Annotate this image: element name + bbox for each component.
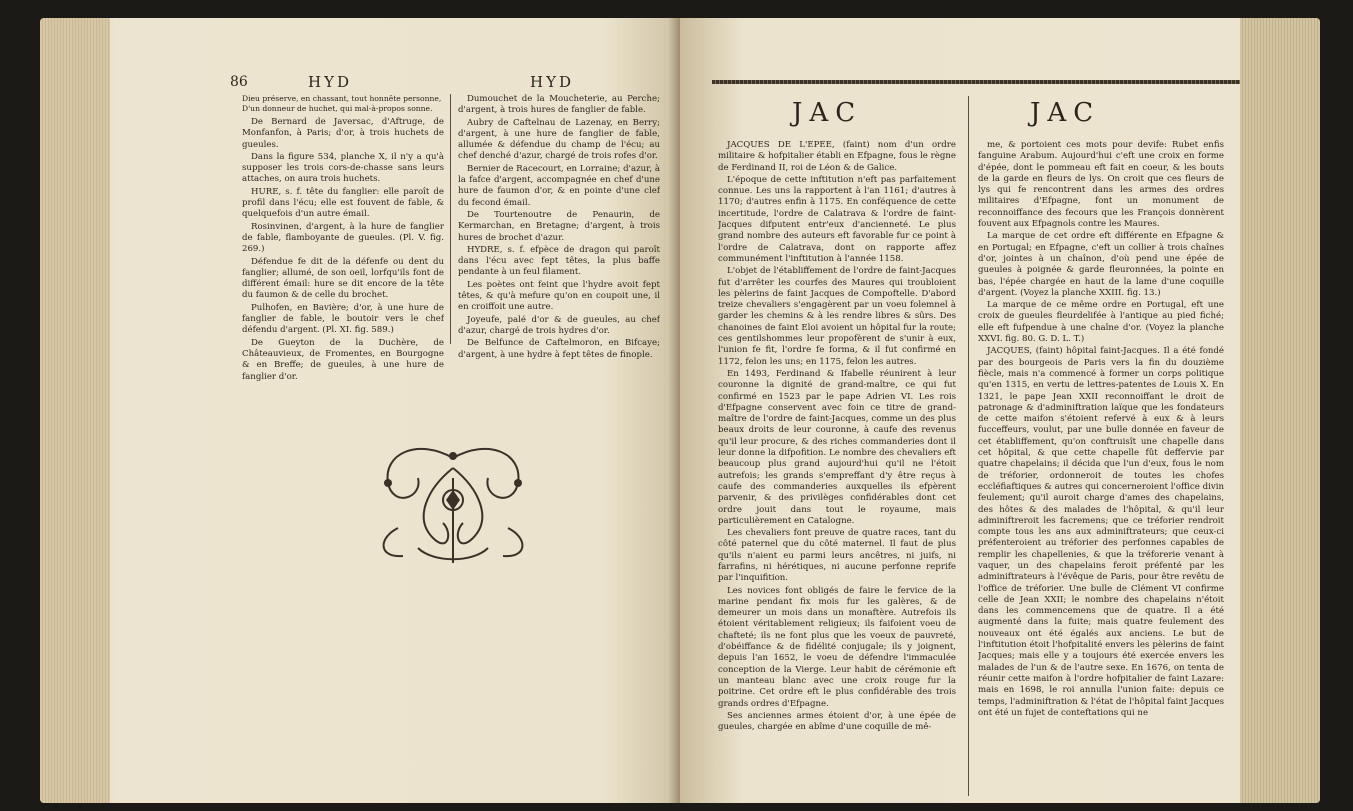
column-divider bbox=[968, 96, 969, 796]
section-title-left: JAC bbox=[792, 98, 863, 128]
page-number: 86 bbox=[230, 74, 248, 90]
paragraph: Dumouchet de la Moucheterie, au Perche; d'argent, à trois hures de fanglier de fable. bbox=[458, 94, 660, 116]
left-page bbox=[40, 18, 680, 803]
paragraph: Ses anciennes armes étoient d'or, à une épée de gueules, chargée en abîme d'une coquille de mê- bbox=[718, 710, 956, 733]
paragraph: JACQUES DE L'ÉPÉE, (faint) nom d'un ordre militaire & hofpitalier établi en Efpagne, fous le règne de Ferdinand II, roi de Léon & de Galice. bbox=[718, 140, 956, 173]
paragraph: Pulhofen, en Bavière; d'or, à une hure de fanglier de fable, le boutoir vers le chef défendu d'argent. (Pl. XI. fig. 589.) bbox=[242, 302, 444, 336]
paragraph: La marque de ce même ordre en Portugal, eft une croix de gueules fleurdelifée à l'antique au pied fiché; elle eft fufpendue à une chaîne d'or. (Voyez la planche XXVI. fig. 80. G. D. L. T.) bbox=[978, 300, 1224, 345]
running-head-left: HYD bbox=[308, 73, 353, 91]
page-edges-left bbox=[40, 18, 110, 803]
paragraph: HYDRE, s. f. efpèce de dragon qui paroît dans l'écu avec fept têtes, la plus baffe pendante à un feul filament. bbox=[458, 244, 660, 278]
book-gutter bbox=[668, 18, 680, 803]
paragraph: L'objet de l'établiffement de l'ordre de faint-Jacques fut d'arrêter les courfes des Maures qui troubloient les pèlerins de faint Jacques de Compoftelle. D'abord treize chevaliers s'engagèrent par un voeu folemnel à garder les chemins & à les rendre libres & sûrs. Des chanoines de faint Eloi avoient un hôpital fur la route; ces gentilshommes leur propofèrent de s'unir à eux, l'union fe fit, l'ordre fe forma, & il fut confirmé en 1172, felon les uns; en 1175, felon les autres. bbox=[718, 266, 956, 367]
column-divider bbox=[450, 94, 451, 344]
right-column-1 bbox=[718, 140, 956, 800]
paragraph: Dans la figure 534, planche X, il n'y a qu'à supposer les trois cors-de-chasse sans leurs attaches, on aura trois huchets. bbox=[242, 151, 444, 185]
paragraph: Défendue fe dit de la défenfe ou dent du fanglier; allumé, de son oeil, lorfqu'ils font de différent émail: hure se dit encore de la tête du faumon & de celle du brochet. bbox=[242, 256, 444, 301]
section-title-right: JAC bbox=[1030, 98, 1101, 128]
paragraph: JACQUES, (faint) hôpital faint-Jacques. Il a été fondé par des bourgeois de Paris vers la fin du douzième fiècle, mais n'a commencé à former un corps politique qu'en 1315, en vertu de lettres-patentes de Louis X. En 1321, le pape Jean XXII reconnoiffant le droit de patronage & d'adminiftration laïque que les fondateurs de cette maifon s'étoient refervé à eux & à leurs fucceffeurs, voulut, par une bulle donnée en faveur de cet établiffement, qu'on conftruisît une chapelle dans cet hôpital, & que cette chapelle fût deffervie par quatre chapelains; il décida que l'un d'eux, fous le nom de tréforier, ordonneroit de toutes les chofes eccléfiaftiques & autres qui concerneroient l'office divin feulement; qu'il auroit charge d'ames des chapelains, des hôtes & des malades de l'hôpital, & qu'il leur adminiftreroit les facremens; que ce tréforier rendroit compte tous les ans aux adminiftrateurs; que ceux-ci préfenteroient au tréforier des perfonnes capables de remplir les chapellenies, & que la tréforerie venant à vaquer, un des chapelains feroit préfenté par les adminiftrateurs à l'évêque de Paris, pour être revêtu de l'office de tréforier. Une bulle de Clément VI confirme celle de Jean XXII; le nombre des chapelains n'étoit dans les commencemens que de quatre. Il a été augmenté dans la fuite; mais quatre feulement des nouveaux ont été égalés aux anciens. Le but de l'inftitution étoit l'hofpitalité envers les pèlerins de faint Jacques; mais elle y a toujours été exercée envers les malades de l'un & de l'autre sexe. En 1676, on tenta de réunir cette maifon à l'ordre hofpitalier de faint Lazare: mais en 1698, le roi annulla l'union faite: depuis ce temps, l'adminiftration & l'état de l'hôpital faint Jacques ont été un fujet de conteftations qui ne bbox=[978, 346, 1224, 718]
paragraph: Aubry de Caftelnau de Lazenay, en Berry; d'argent, à une hure de fanglier de fable, allumée & défendue du champ de l'écu; au chef denché d'azur, chargé de trois rofes d'or. bbox=[458, 117, 660, 162]
paragraph: De Tourtenoutre de Penaurin, de Kermarchan, en Bretagne; d'argent, à trois hures de brochet d'azur. bbox=[458, 209, 660, 243]
open-book bbox=[40, 18, 1320, 803]
paragraph: Bernier de Racecourt, en Lorraine; d'azur, à la fafce d'argent, accompagnée en chef d'une hure de faumon d'or, & en pointe d'une clef du fecond émail. bbox=[458, 163, 660, 208]
left-column-2 bbox=[458, 94, 660, 424]
paragraph: De Bernard de Javersac, d'Aftruge, de Monfanfon, à Paris; d'or, à trois huchets de gueules. bbox=[242, 117, 444, 150]
paragraph: De Belfunce de Caftelmoron, en Bifcaye; d'argent, à une hydre à fept têtes de finople. bbox=[458, 338, 660, 360]
left-column-1 bbox=[242, 94, 444, 424]
paragraph: Rosinvinen, d'argent, à la hure de fanglier de fable, flamboyante de gueules. (Pl. V. fig. 269.) bbox=[242, 221, 444, 255]
running-head-right: HYD bbox=[530, 73, 575, 91]
paragraph: Les novices font obligés de faire le fervice de la marine pendant fix mois fur les galères, & de demeurer un mois dans un monaftère. Autrefois ils étoient véritablement religieux; ils faifoient voeu de chafteté; ils ne font plus que les voeux de pauvreté, d'obéiffance & de fidélité conjugale; ils y joignent, depuis l'an 1652, le voeu de défendre l'immaculée conception de la Vierge. Leur habit de cérémonie eft un manteau blanc avec une croix rouge fur la poitrine. Cet ordre eft le plus confidérable des trois grands ordres d'Efpagne. bbox=[718, 585, 956, 709]
page-edges-right bbox=[1240, 18, 1320, 803]
epigraph bbox=[242, 94, 444, 113]
paragraph: La marque de cet ordre eft différente en Efpagne & en Portugal; en Efpagne, c'eft un collier à trois chaînes d'or, jointes à un chaînon, d'où pend une épée de gueules à poignée & garde fleuronnées, la pointe en bas, l'épée chargée en haut de la lame d'une coquille d'argent. (Voyez la planche XXIII. fig. 13.) bbox=[978, 231, 1224, 298]
paragraph: Les poètes ont feint que l'hydre avoit fept têtes, & qu'à mefure qu'on en coupoit une, il en croiffoit une autre. bbox=[458, 279, 660, 313]
fleuron-ornament-icon bbox=[358, 438, 548, 568]
epigraph-line: D'un donneur de huchet, qui mal-à-propos sonne. bbox=[242, 103, 433, 113]
paragraph: En 1493, Ferdinand & Ifabelle réunirent à leur couronne la dignité de grand-maître, ce qui fut confirmé en 1523 par le pape Adrien VI. Les rois d'Efpagne conservent avec foin ce titre de grand-maître de l'ordre de faint-Jacques, comme un des plus beaux droits de leur couronne, à caufe des revenus qu'il leur procure, & des riches commanderies dont il leur donne la difpofition. Le nombre des chevaliers eft beaucoup plus grand aujourd'hui qu'il ne l'étoit autrefois; les grands s'empreffant d'y être reçus à caufe des commanderies auxquelles ils efpèrent parvenir, & des privilèges confidérables dont cet ordre jouit dans tout le royaume, mais particulièrement en Catalogne. bbox=[718, 368, 956, 526]
paragraph: HURE, s. f. tête du fanglier: elle paroît de profil dans l'écu; elle est fouvent de fable, & quelquefois d'un autre émail. bbox=[242, 186, 444, 220]
paragraph: me, & portoient ces mots pour devife: Rubet enfis fanguine Arabum. Aujourd'hui c'eft une croix en forme d'épée, dont le pommeau eft fait en coeur, & les bouts de la garde en fleurs de lys. On croit que ces fleurs de lys qui fe rencontrent dans les armes des ordres militaires d'Efpagne, font un monument de reconnoiffance des fecours que les François donnèrent fouvent aux Efpagnols contre les Maures. bbox=[978, 140, 1224, 230]
right-page bbox=[680, 18, 1320, 803]
right-column-2 bbox=[978, 140, 1224, 800]
paragraph: De Gueyton de la Duchère, de Châteauvieux, de Fromentes, en Bourgogne & en Breffe; de gueules, à une hure de fanglier d'or. bbox=[242, 337, 444, 382]
paragraph: L'époque de cette inftitution n'eft pas parfaitement connue. Les uns la rapportent à l'an 1161; d'autres à 1170; d'autres enfin à 1175. En conféquence de cette incertitude, l'ordre de Calatrava & l'ordre de faint-Jacques difputent entr'eux d'ancienneté. Le plus grand nombre des auteurs eft favorable fur ce point à l'ordre de Calatrava, dont on rapporte affez communément l'inftitution à l'année 1158. bbox=[718, 174, 956, 264]
epigraph-line: Dieu préserve, en chassant, tout honnête personne, bbox=[242, 94, 442, 103]
paragraph: Les chevaliers font preuve de quatre races, tant du côté paternel que du côté maternel. Il faut de plus qu'ils n'aient eu parmi leurs ancêtres, ni juifs, ni farrafins, ni hérétiques, ni aucune perfonne reprife par l'inquifition. bbox=[718, 528, 956, 584]
header-rule bbox=[712, 80, 1252, 84]
paragraph: Joyeufe, palé d'or & de gueules, au chef d'azur, chargé de trois hydres d'or. bbox=[458, 314, 660, 336]
